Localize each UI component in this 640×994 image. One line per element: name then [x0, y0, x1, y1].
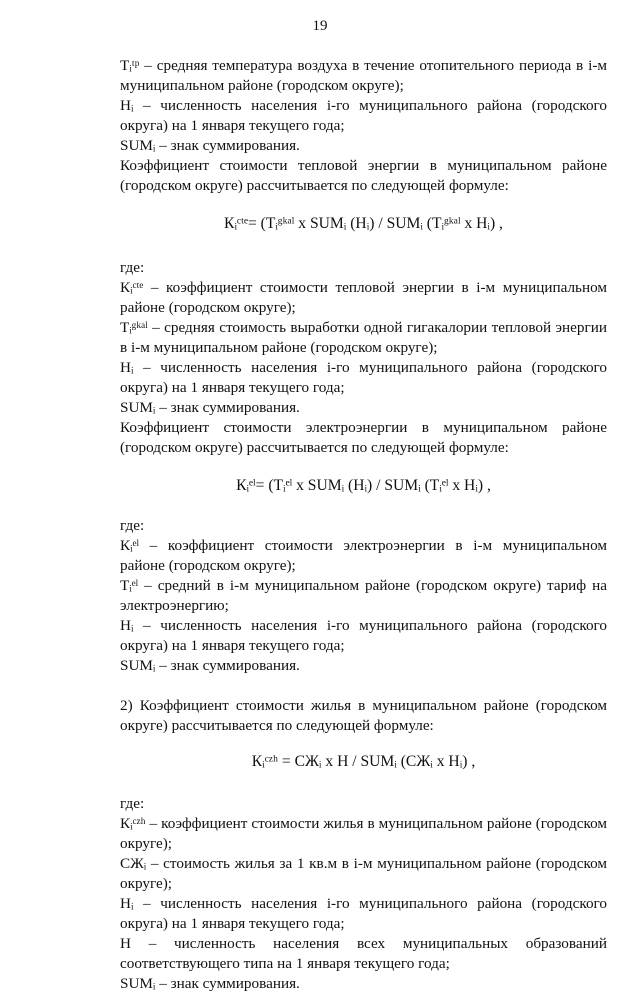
definition-electricity-tariff: Tᵢᵉˡ – средний в i-м муниципальном районе (городском округе) тариф на электроэнергию;: [120, 577, 607, 614]
definition-sum: SUMᵢ – знак суммирования.: [120, 137, 300, 154]
definition-population: Hᵢ – численность населения i-го муниципального района (городского округа) на 1 января текущего года;: [120, 359, 607, 396]
definition-total-population: H – численность населения всех муниципальных образований соответствующего типа на 1 января текущего года;: [120, 935, 607, 972]
heat-coefficient-intro: Коэффициент стоимости тепловой энергии в муниципальном районе (городском округе) рассчитывается по следующей формуле:: [120, 157, 607, 194]
electricity-coefficient-formula: Кᵢᵉˡ= (Tᵢᵉˡ x SUMᵢ (Hᵢ) / SUMᵢ (Tᵢᵉˡ x Hᵢ) ,: [236, 477, 491, 494]
where-label: где:: [120, 795, 145, 812]
definition-population: Hᵢ – численность населения i-го муниципального района (городского округа) на 1 января текущего года;: [120, 895, 607, 932]
definition-air-temperature: Tᵢᵗᵖ – средняя температура воздуха в течение отопительного периода в i-м муниципальном районе (городском округе);: [120, 57, 607, 94]
definition-housing-coefficient: Кᵢᶜᶻʰ – коэффициент стоимости жилья в муниципальном районе (городском округе);: [120, 815, 607, 852]
where-label: где:: [120, 259, 145, 276]
where-label: где:: [120, 517, 145, 534]
heat-coefficient-formula: Кᵢᶜᵗᵉ= (Tᵢᵍᵏᵃˡ x SUMᵢ (Hᵢ) / SUMᵢ (Tᵢᵍᵏᵃˡ x Hᵢ) ,: [224, 215, 503, 232]
definition-electricity-coefficient: Кᵢᵉˡ – коэффициент стоимости электроэнергии в i-м муниципальном районе (городском округе);: [120, 537, 607, 574]
definition-sum: SUMᵢ – знак суммирования.: [120, 975, 300, 992]
housing-coefficient-intro: 2) Коэффициент стоимости жилья в муниципальном районе (городском округе) рассчитывается по следующей формуле:: [120, 697, 607, 734]
definition-housing-cost: СЖᵢ – стоимость жилья за 1 кв.м в i-м муниципальном районе (городском округе);: [120, 855, 607, 892]
definition-heat-coefficient: Кᵢᶜᵗᵉ – коэффициент стоимости тепловой энергии в i-м муниципальном районе (городском округе);: [120, 279, 607, 316]
housing-coefficient-formula: Кᵢᶜᶻʰ = СЖᵢ x H / SUMᵢ (СЖᵢ x Hᵢ) ,: [251, 753, 476, 770]
definition-population: Hᵢ – численность населения i-го муниципального района (городского округа) на 1 января текущего года;: [120, 97, 607, 134]
electricity-coefficient-intro: Коэффициент стоимости электроэнергии в муниципальном районе (городском округе) рассчитывается по следующей формуле:: [120, 419, 607, 456]
definition-sum: SUMᵢ – знак суммирования.: [120, 399, 300, 416]
definition-gigacalorie-cost: Tᵢᵍᵏᵃˡ – средняя стоимость выработки одной гигакалории тепловой энергии в i-м муниципальном районе (городском округе);: [120, 319, 607, 356]
definition-population: Hᵢ – численность населения i-го муниципального района (городского округа) на 1 января текущего года;: [120, 617, 607, 654]
document-body: [120, 56, 607, 994]
page-number: 19: [312, 18, 328, 34]
definition-sum: SUMᵢ – знак суммирования.: [120, 657, 300, 674]
